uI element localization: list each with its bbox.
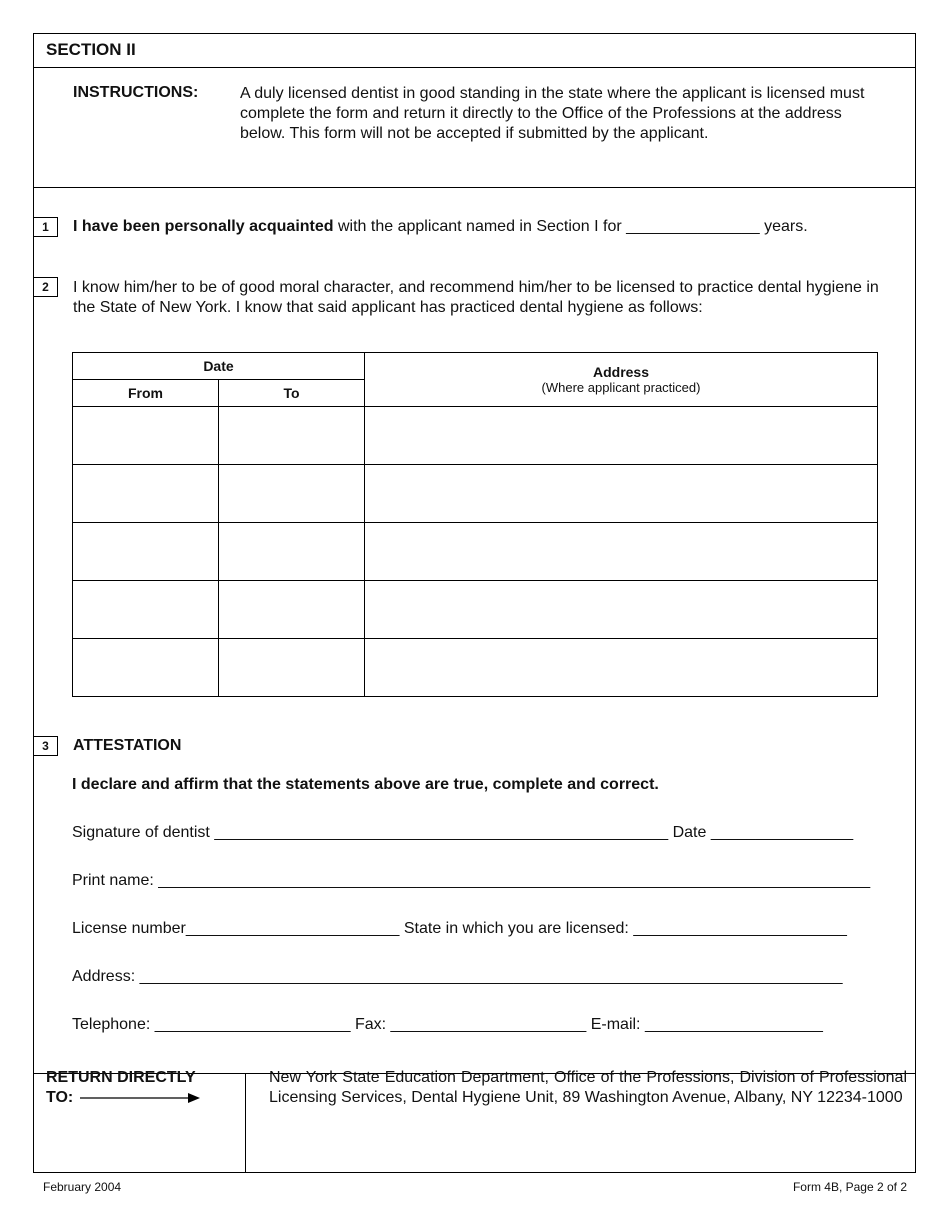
table-row <box>73 465 878 523</box>
address-cell[interactable] <box>365 581 878 639</box>
date-header: Date <box>73 353 365 380</box>
address-header <box>365 353 878 407</box>
declaration-statement: I declare and affirm that the statements above are true, complete and correct. <box>72 776 659 793</box>
license-field[interactable]: License number________________________ State in which you are licensed: ________________________ <box>72 920 847 937</box>
acquaintance-statement <box>73 217 808 237</box>
instructions-text: A duly licensed dentist in good standing in the state where the applicant is licensed must complete the form and return it directly to the Office of the Professions at the address below. This form will not be accepted if submitted by the applicant. <box>240 85 865 142</box>
from-cell[interactable] <box>73 581 219 639</box>
character-statement: I know him/her to be of good moral character, and recommend him/her to be licensed to practice dental hygiene in the State of New York. I know that said applicant has practiced dental hygiene as follows: <box>73 279 879 316</box>
table-row <box>73 407 878 465</box>
from-cell[interactable] <box>73 523 219 581</box>
footer-form: Form 4B, Page 2 of 2 <box>792 1180 907 1194</box>
address-header-sub: (Where applicant practiced) <box>541 380 701 395</box>
to-cell[interactable] <box>219 639 365 697</box>
return-label-line1: RETURN DIRECTLY <box>46 1069 196 1086</box>
print-name-field[interactable]: Print name: ________________________________________________________________________________ <box>72 872 871 889</box>
return-label <box>46 1068 202 1108</box>
address-cell[interactable] <box>365 639 878 697</box>
to-cell[interactable] <box>219 465 365 523</box>
contact-field[interactable]: Telephone: ______________________ Fax: ______________________ E-mail: ____________________ <box>72 1016 823 1033</box>
return-label-line2: TO: <box>46 1089 74 1106</box>
acquaintance-rest: with the applicant named in Section I for _______________ years. <box>333 218 808 235</box>
from-cell[interactable] <box>73 407 219 465</box>
table-row <box>73 639 878 697</box>
to-header: To <box>219 380 365 407</box>
address-cell[interactable] <box>365 465 878 523</box>
from-cell[interactable] <box>73 639 219 697</box>
item-number-1: 1 <box>34 217 58 237</box>
section-title: SECTION II <box>46 40 136 59</box>
table-row <box>73 581 878 639</box>
item-number-2: 2 <box>34 277 58 297</box>
return-address: New York State Education Department, Office of the Professions, Division of Professional Licensing Services, Dental Hygiene Unit, 89 Washington Avenue, Albany, NY 12234-1000 <box>269 1069 907 1106</box>
address-field[interactable]: Address: _______________________________________________________________________________ <box>72 968 843 985</box>
practice-history-table <box>72 352 878 697</box>
instructions-label: INSTRUCTIONS: <box>73 84 199 101</box>
to-cell[interactable] <box>219 581 365 639</box>
table-row <box>73 523 878 581</box>
arrow-right-icon <box>78 1092 202 1104</box>
from-cell[interactable] <box>73 465 219 523</box>
divider <box>34 67 915 68</box>
return-label-line2-wrap <box>46 1088 202 1108</box>
address-cell[interactable] <box>365 523 878 581</box>
item-number-3: 3 <box>34 736 58 756</box>
from-header: From <box>73 380 219 407</box>
footer-date: February 2004 <box>43 1180 122 1194</box>
address-cell[interactable] <box>365 407 878 465</box>
to-cell[interactable] <box>219 523 365 581</box>
address-header-title: Address <box>592 364 650 380</box>
divider <box>34 187 915 188</box>
to-cell[interactable] <box>219 407 365 465</box>
attestation-title: ATTESTATION <box>73 737 182 754</box>
signature-field[interactable]: Signature of dentist ___________________________________________________ Date ________________ <box>72 824 854 841</box>
form-frame <box>33 33 916 1173</box>
acquaintance-bold: I have been personally acquainted <box>73 218 334 235</box>
vertical-divider <box>245 1073 246 1173</box>
